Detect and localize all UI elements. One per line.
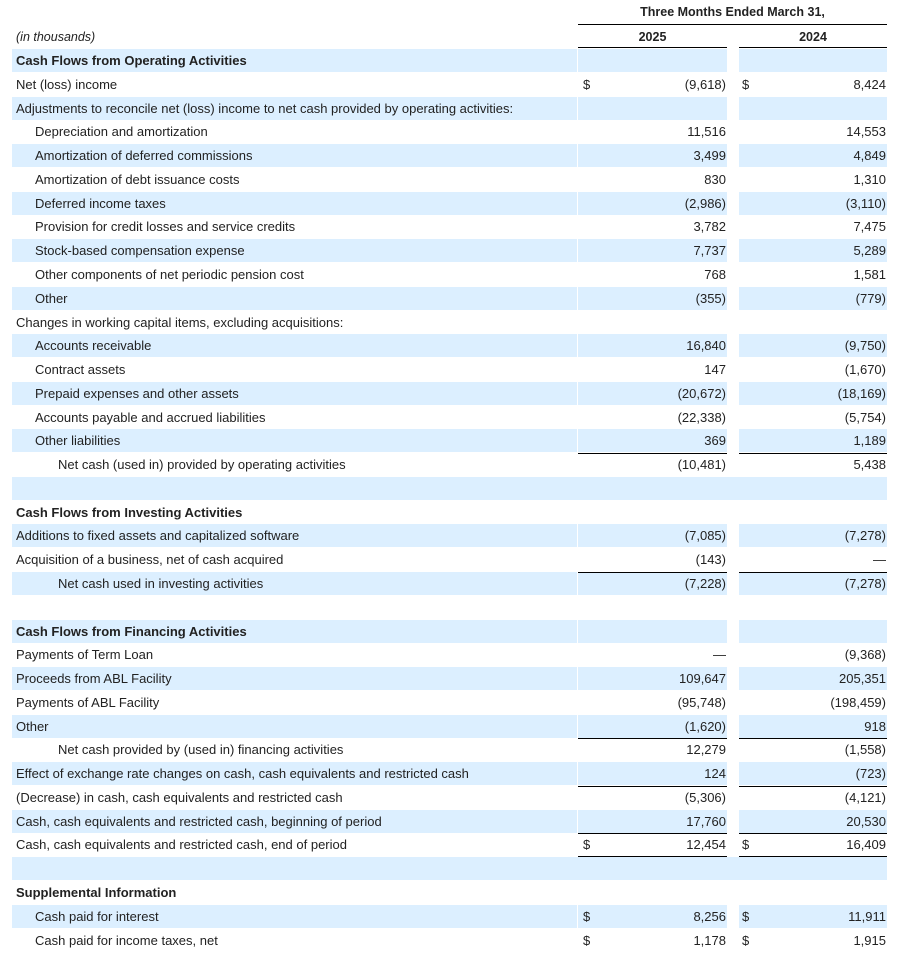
year-2024-header-rule	[739, 47, 887, 48]
value-2024: 1,189	[853, 433, 886, 449]
section-heading-row	[12, 881, 887, 904]
table-row	[12, 192, 887, 215]
subtotal-rule	[578, 572, 727, 573]
table-row	[12, 929, 887, 952]
table-row	[12, 810, 887, 833]
table-row	[12, 738, 887, 761]
row-label: Other	[16, 718, 49, 734]
subtotal-rule	[578, 786, 727, 787]
row-label: Other liabilities	[35, 433, 121, 449]
row-label: Stock-based compensation expense	[35, 243, 245, 259]
value-2025: (7,228)	[684, 575, 726, 591]
row-label: Accounts receivable	[35, 338, 152, 354]
row-label: Other components of net periodic pension cost	[35, 266, 304, 282]
value-2024: (7,278)	[844, 528, 886, 544]
value-2024: (1,558)	[844, 742, 886, 758]
currency-symbol-2025: $	[583, 908, 591, 924]
row-label: Net cash used in investing activities	[58, 575, 264, 591]
value-2024: 1,581	[853, 266, 886, 282]
value-2024: (779)	[855, 290, 886, 306]
row-label: Net cash (used in) provided by operating activities	[58, 457, 346, 473]
value-2025: 124	[704, 766, 726, 782]
value-2024: 20,530	[846, 813, 886, 829]
table-row	[12, 144, 887, 167]
row-label: Provision for credit losses and service credits	[35, 219, 296, 235]
value-2025: 17,760	[686, 813, 726, 829]
year-2025-header: 2025	[638, 30, 667, 44]
value-2024: (3,110)	[845, 195, 886, 211]
row-label: Net (loss) income	[16, 76, 118, 92]
row-label: Payments of Term Loan	[16, 647, 154, 663]
table-row	[12, 311, 887, 334]
table-row	[12, 691, 887, 714]
value-2025: 16,840	[686, 338, 726, 354]
currency-symbol-2025: $	[583, 837, 591, 853]
units-label: (in thousands)	[16, 30, 96, 44]
value-2025: (95,748)	[677, 694, 726, 710]
value-2025: 147	[704, 362, 726, 377]
table-row	[12, 382, 887, 405]
value-2024: 16,409	[846, 837, 886, 853]
value-2025: 12,454	[686, 837, 726, 853]
spacer-row	[12, 596, 887, 619]
value-2024: 918	[864, 718, 886, 734]
row-label: Cash, cash equivalents and restricted cash, beginning of period	[16, 813, 382, 829]
value-2025: 3,782	[693, 219, 726, 235]
row-label: Deferred income taxes	[35, 195, 166, 211]
spacer-row	[12, 477, 887, 500]
value-2024: 5,438	[853, 457, 886, 473]
table-row	[12, 524, 887, 547]
value-2025: 830	[704, 171, 726, 187]
row-label: Adjustments to reconcile net (loss) income to net cash provided by operating activities:	[16, 100, 514, 116]
table-row	[12, 263, 887, 286]
subtotal-rule	[739, 572, 887, 573]
currency-symbol-2025: $	[583, 932, 591, 948]
row-label: Prepaid expenses and other assets	[35, 385, 239, 401]
value-2025: 11,516	[687, 124, 726, 140]
subtotal-rule	[739, 453, 887, 454]
value-2025: (1,620)	[684, 718, 726, 734]
row-label: Accounts payable and accrued liabilities	[35, 409, 266, 425]
value-2024: 1,915	[853, 932, 886, 948]
row-label: Changes in working capital items, excluding acquisitions:	[16, 314, 344, 330]
value-2024: 1,310	[853, 171, 886, 187]
currency-symbol-2024: $	[742, 76, 750, 92]
value-2024: (5,754)	[844, 409, 886, 425]
section-heading-row	[12, 501, 887, 524]
subtotal-rule	[578, 833, 727, 834]
row-label: Amortization of debt issuance costs	[35, 171, 240, 187]
row-label: Proceeds from ABL Facility	[16, 671, 172, 686]
table-row	[12, 287, 887, 310]
section-heading: Cash Flows from Operating Activities	[16, 53, 247, 68]
row-label: Payments of ABL Facility	[16, 694, 160, 710]
value-2025: 7,737	[693, 243, 726, 259]
currency-symbol-2025: $	[583, 76, 591, 92]
year-2025-header-rule	[578, 47, 727, 48]
value-2024: (723)	[855, 766, 886, 782]
row-label: Effect of exchange rate changes on cash, cash equivalents and restricted cash	[16, 766, 469, 782]
value-2024: (1,670)	[844, 362, 886, 377]
value-2025: (7,085)	[684, 528, 726, 544]
value-2025: (10,481)	[677, 457, 726, 473]
row-label: Cash paid for interest	[35, 908, 159, 924]
table-row	[12, 667, 887, 690]
value-2024: (18,169)	[837, 385, 886, 401]
value-2024: 7,475	[853, 219, 886, 235]
year-2024-header: 2024	[799, 30, 827, 44]
row-label: (Decrease) in cash, cash equivalents and restricted cash	[16, 789, 343, 805]
table-row	[12, 715, 887, 738]
table-row	[12, 833, 887, 856]
value-2024: 205,351	[839, 671, 886, 686]
value-2024: (9,368)	[844, 647, 886, 663]
subtotal-rule	[739, 833, 887, 834]
value-2024: 14,553	[846, 124, 886, 140]
table-row	[12, 762, 887, 785]
value-2024: 5,289	[853, 243, 886, 259]
table-row	[12, 643, 887, 666]
table-row	[12, 905, 887, 928]
row-label: Other	[35, 290, 68, 306]
value-2025: 109,647	[679, 671, 726, 686]
value-2024: —	[873, 552, 886, 568]
table-row	[12, 406, 887, 429]
row-label: Contract assets	[35, 362, 126, 377]
subtotal-rule	[578, 453, 727, 454]
row-label: Additions to fixed assets and capitalized software	[16, 528, 300, 544]
currency-symbol-2024: $	[742, 837, 750, 853]
row-label: Amortization of deferred commissions	[35, 148, 253, 164]
table-row	[12, 548, 887, 571]
value-2025: (355)	[695, 290, 726, 306]
value-2024: (4,121)	[844, 789, 886, 805]
value-2024: 11,911	[848, 908, 886, 924]
value-2024: (7,278)	[844, 575, 886, 591]
value-2025: (9,618)	[684, 76, 726, 92]
value-2025: 1,178	[693, 932, 726, 948]
table-row	[12, 97, 887, 120]
value-2025: 768	[704, 266, 726, 282]
section-heading-row	[12, 620, 887, 643]
value-2025: 12,279	[686, 742, 726, 758]
subtotal-rule	[739, 786, 887, 787]
section-heading: Cash Flows from Investing Activities	[16, 504, 243, 520]
table-row	[12, 453, 887, 476]
value-2024: 8,424	[853, 76, 886, 92]
row-label: Net cash provided by (used in) financing activities	[58, 742, 344, 758]
table-row	[12, 168, 887, 191]
value-2025: 3,499	[693, 148, 726, 164]
row-label: Cash, cash equivalents and restricted cash, end of period	[16, 837, 347, 853]
value-2024: 4,849	[853, 148, 886, 164]
value-2024: (9,750)	[844, 338, 886, 354]
value-2024: (198,459)	[830, 694, 886, 710]
value-2025: —	[713, 647, 726, 663]
period-header-rule	[578, 24, 887, 25]
value-2025: (5,306)	[684, 789, 726, 805]
table-row	[12, 786, 887, 809]
section-heading: Cash Flows from Financing Activities	[16, 623, 247, 639]
section-heading-row	[12, 49, 887, 72]
table-row	[12, 429, 887, 452]
table-row	[12, 358, 887, 381]
table-row	[12, 73, 887, 96]
table-row	[12, 120, 887, 143]
value-2025: (2,986)	[684, 195, 726, 211]
row-label: Cash paid for income taxes, net	[35, 932, 218, 948]
value-2025: (22,338)	[677, 409, 726, 425]
row-label: Depreciation and amortization	[35, 124, 208, 140]
currency-symbol-2024: $	[742, 932, 750, 948]
table-row	[12, 334, 887, 357]
value-2025: 369	[704, 433, 726, 449]
value-2025: (20,672)	[677, 385, 726, 401]
section-heading: Supplemental Information	[16, 884, 177, 900]
table-row	[12, 572, 887, 595]
period-header: Three Months Ended March 31,	[640, 5, 825, 19]
spacer-row	[12, 857, 887, 880]
value-2025: (143)	[695, 552, 726, 568]
currency-symbol-2024: $	[742, 908, 750, 924]
subtotal-rule	[578, 738, 727, 739]
row-label: Acquisition of a business, net of cash acquired	[16, 552, 284, 568]
table-row	[12, 239, 887, 262]
value-2025: 8,256	[693, 908, 726, 924]
table-row	[12, 215, 887, 238]
subtotal-rule	[739, 738, 887, 739]
